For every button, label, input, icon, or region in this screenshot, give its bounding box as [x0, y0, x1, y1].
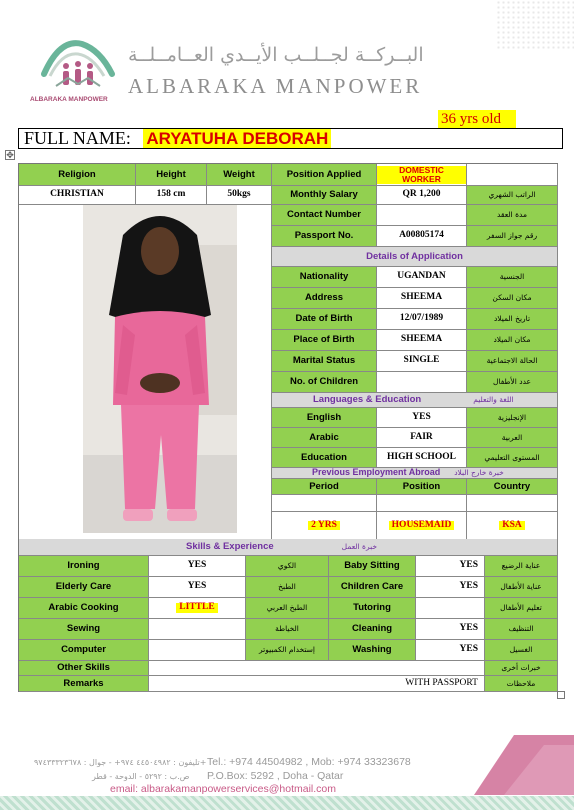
english-value: YES — [377, 408, 467, 428]
height-label: Height — [136, 164, 207, 186]
passport-number-label: Passport No. — [272, 226, 377, 247]
skill-washing-arabic: الغسيل — [485, 640, 558, 661]
full-name-colon: : — [125, 128, 131, 148]
employment-country-2-cell — [467, 512, 558, 540]
previous-employment-title-arabic: خبرة خارج البلاد — [454, 468, 504, 478]
skill-sewing-value — [149, 619, 246, 640]
skill-elderly-care-value: YES — [149, 577, 246, 598]
english-label: English — [272, 408, 377, 428]
full-name-box — [18, 128, 563, 149]
application-table — [18, 163, 558, 539]
height-value: 158 cm — [136, 186, 207, 205]
skill-sewing-label: Sewing — [19, 619, 149, 640]
employment-period-2-cell — [272, 512, 377, 540]
employment-position-2: HOUSEMAID — [389, 521, 455, 531]
employment-position-2-cell — [377, 512, 467, 540]
skill-washing-value: YES — [416, 640, 485, 661]
education-value: HIGH SCHOOL — [377, 448, 467, 468]
skill-children-care-arabic: عناية الأطفال — [485, 577, 558, 598]
skill-computer-label: Computer — [19, 640, 149, 661]
skill-elderly-care-arabic: الطبخ — [246, 577, 329, 598]
skill-cleaning-label: Cleaning — [329, 619, 416, 640]
weight-value: 50kgs — [207, 186, 272, 205]
skill-children-care-label: Children Care — [329, 577, 416, 598]
address-arabic: مكان السكن — [467, 288, 558, 309]
footer-phone-arabic: تليفون : ٤٤٥٠٤٩٨٢ ٩٧٤+ - جوال : ٩٧٤٣٣٣٢٣٦٧٨+ — [34, 758, 207, 767]
company-logo — [30, 34, 125, 106]
skill-cleaning-value: YES — [416, 619, 485, 640]
skill-ironing-arabic: الكوي — [246, 556, 329, 577]
english-arabic: الإنجليزية — [467, 408, 558, 428]
skill-tutoring-arabic: تعليم الأطفال — [485, 598, 558, 619]
education-label: Education — [272, 448, 377, 468]
children-count-label: No. of Children — [272, 372, 377, 393]
age-badge: 36 yrs old — [438, 110, 516, 128]
footer-email[interactable]: email: albarakamanpowerservices@hotmail.com — [110, 783, 336, 795]
footer-phone: Tel.: +974 44504982 , Mob: +974 33323678 — [207, 756, 411, 768]
previous-employment-header — [272, 468, 558, 479]
arabic-language-arabic: العربية — [467, 428, 558, 448]
skill-tutoring-value — [416, 598, 485, 619]
languages-education-header — [272, 393, 558, 408]
applicant-portrait-icon — [83, 205, 237, 533]
passport-number-arabic: رقم جواز السفر — [467, 226, 558, 247]
skill-arabic-cooking-arabic: الطبخ العربي — [246, 598, 329, 619]
nationality-value: UGANDAN — [377, 267, 467, 288]
contact-number-label: Contact Number — [272, 205, 377, 226]
date-of-birth-arabic: تاريخ الميلاد — [467, 309, 558, 330]
position-applied-value: DOMESTIC WORKER — [377, 166, 466, 184]
employment-position-header: Position — [377, 479, 467, 495]
employment-country-2: KSA — [499, 521, 525, 531]
languages-education-title: Languages & Education — [313, 394, 422, 406]
skills-experience-title-arabic: خبرة العمل — [341, 542, 378, 552]
place-of-birth-label: Place of Birth — [272, 330, 377, 351]
skill-washing-label: Washing — [329, 640, 416, 661]
details-of-application-header: Details of Application — [272, 247, 558, 267]
footer-address: P.O.Box: 5292 , Doha - Qatar — [207, 770, 344, 782]
previous-employment-title: Previous Employment Abroad — [312, 468, 441, 478]
place-of-birth-value: SHEEMA — [377, 330, 467, 351]
footer-pattern-band — [0, 796, 574, 810]
position-applied-blank — [467, 164, 558, 186]
full-name-value: ARYATUHA DEBORAH — [143, 129, 331, 148]
marital-status-value: SINGLE — [377, 351, 467, 372]
logo-caption: ALBARAKA MANPOWER — [30, 96, 108, 103]
employment-period-header: Period — [272, 479, 377, 495]
other-skills-value — [149, 661, 485, 676]
employment-country-1 — [467, 495, 558, 512]
address-value: SHEEMA — [377, 288, 467, 309]
languages-education-title-arabic: اللغة والتعليم — [473, 395, 514, 405]
nationality-arabic: الجنسية — [467, 267, 558, 288]
letterhead-footer — [0, 730, 574, 810]
footer-address-arabic: ص.ب : ٥٢٩٢ - الدوحة - قطر — [92, 772, 190, 781]
brand-name-english: ALBARAKA MANPOWER — [128, 74, 423, 98]
other-skills-label: Other Skills — [19, 661, 149, 676]
table-resize-handle-icon[interactable] — [557, 691, 565, 699]
weight-label: Weight — [207, 164, 272, 186]
employment-position-1 — [377, 495, 467, 512]
skill-elderly-care-label: Elderly Care — [19, 577, 149, 598]
applicant-photo — [83, 205, 237, 533]
position-applied-label: Position Applied — [272, 164, 377, 186]
skills-experience-title: Skills & Experience — [186, 541, 274, 553]
children-count-value — [377, 372, 467, 393]
employment-period-2: 2 YRS — [308, 521, 340, 531]
nationality-label: Nationality — [272, 267, 377, 288]
arabic-language-label: Arabic — [272, 428, 377, 448]
remarks-value: WITH PASSPORT — [149, 676, 485, 692]
skill-computer-value — [149, 640, 246, 661]
religion-label: Religion — [19, 164, 136, 186]
employment-country-header: Country — [467, 479, 558, 495]
skill-arabic-cooking-label: Arabic Cooking — [19, 598, 149, 619]
remarks-arabic: ملاحظات — [485, 676, 558, 692]
skill-ironing-value: YES — [149, 556, 246, 577]
employment-period-1 — [272, 495, 377, 512]
marital-status-label: Marital Status — [272, 351, 377, 372]
other-skills-arabic: خبرات أخرى — [485, 661, 558, 676]
skill-tutoring-label: Tutoring — [329, 598, 416, 619]
skills-experience-header — [19, 539, 558, 556]
skill-ironing-label: Ironing — [19, 556, 149, 577]
religion-value: CHRISTIAN — [19, 186, 136, 205]
monthly-salary-value: QR 1,200 — [377, 186, 467, 205]
date-of-birth-value: 12/07/1989 — [377, 309, 467, 330]
skill-baby-sitting-arabic: عناية الرضيع — [485, 556, 558, 577]
logo-mark-icon — [38, 34, 118, 94]
skill-arabic-cooking-cell — [149, 598, 246, 619]
brand-name-arabic: البــركــة لجــلــب الأيــدي العــامــلــة — [128, 44, 424, 66]
skill-sewing-arabic: الخياطة — [246, 619, 329, 640]
marital-status-arabic: الحالة الاجتماعية — [467, 351, 558, 372]
position-applied-cell — [377, 164, 467, 186]
header-dot-pattern — [496, 0, 574, 50]
table-move-handle-icon[interactable]: ✥ — [6, 150, 14, 160]
skill-baby-sitting-value: YES — [416, 556, 485, 577]
passport-number-value: A00805174 — [377, 226, 467, 247]
monthly-salary-label: Monthly Salary — [272, 186, 377, 205]
skill-baby-sitting-label: Baby Sitting — [329, 556, 416, 577]
place-of-birth-arabic: مكان الميلاد — [467, 330, 558, 351]
arabic-language-value: FAIR — [377, 428, 467, 448]
skill-children-care-value: YES — [416, 577, 485, 598]
skill-arabic-cooking-value: LITTLE — [176, 603, 217, 613]
remarks-label: Remarks — [19, 676, 149, 692]
contact-number-value — [377, 205, 467, 226]
skills-table — [18, 539, 558, 692]
full-name-label: FULL NAME — [24, 128, 126, 148]
children-count-arabic: عدد الأطفال — [467, 372, 558, 393]
education-arabic: المستوى التعليمي — [467, 448, 558, 468]
address-label: Address — [272, 288, 377, 309]
monthly-salary-arabic: الراتب الشهري — [467, 186, 558, 205]
contact-number-arabic: مدة العقد — [467, 205, 558, 226]
skill-computer-arabic: إستخدام الكمبيوتر — [246, 640, 329, 661]
footer-decoration-icon — [474, 735, 574, 795]
date-of-birth-label: Date of Birth — [272, 309, 377, 330]
skill-cleaning-arabic: التنظيف — [485, 619, 558, 640]
